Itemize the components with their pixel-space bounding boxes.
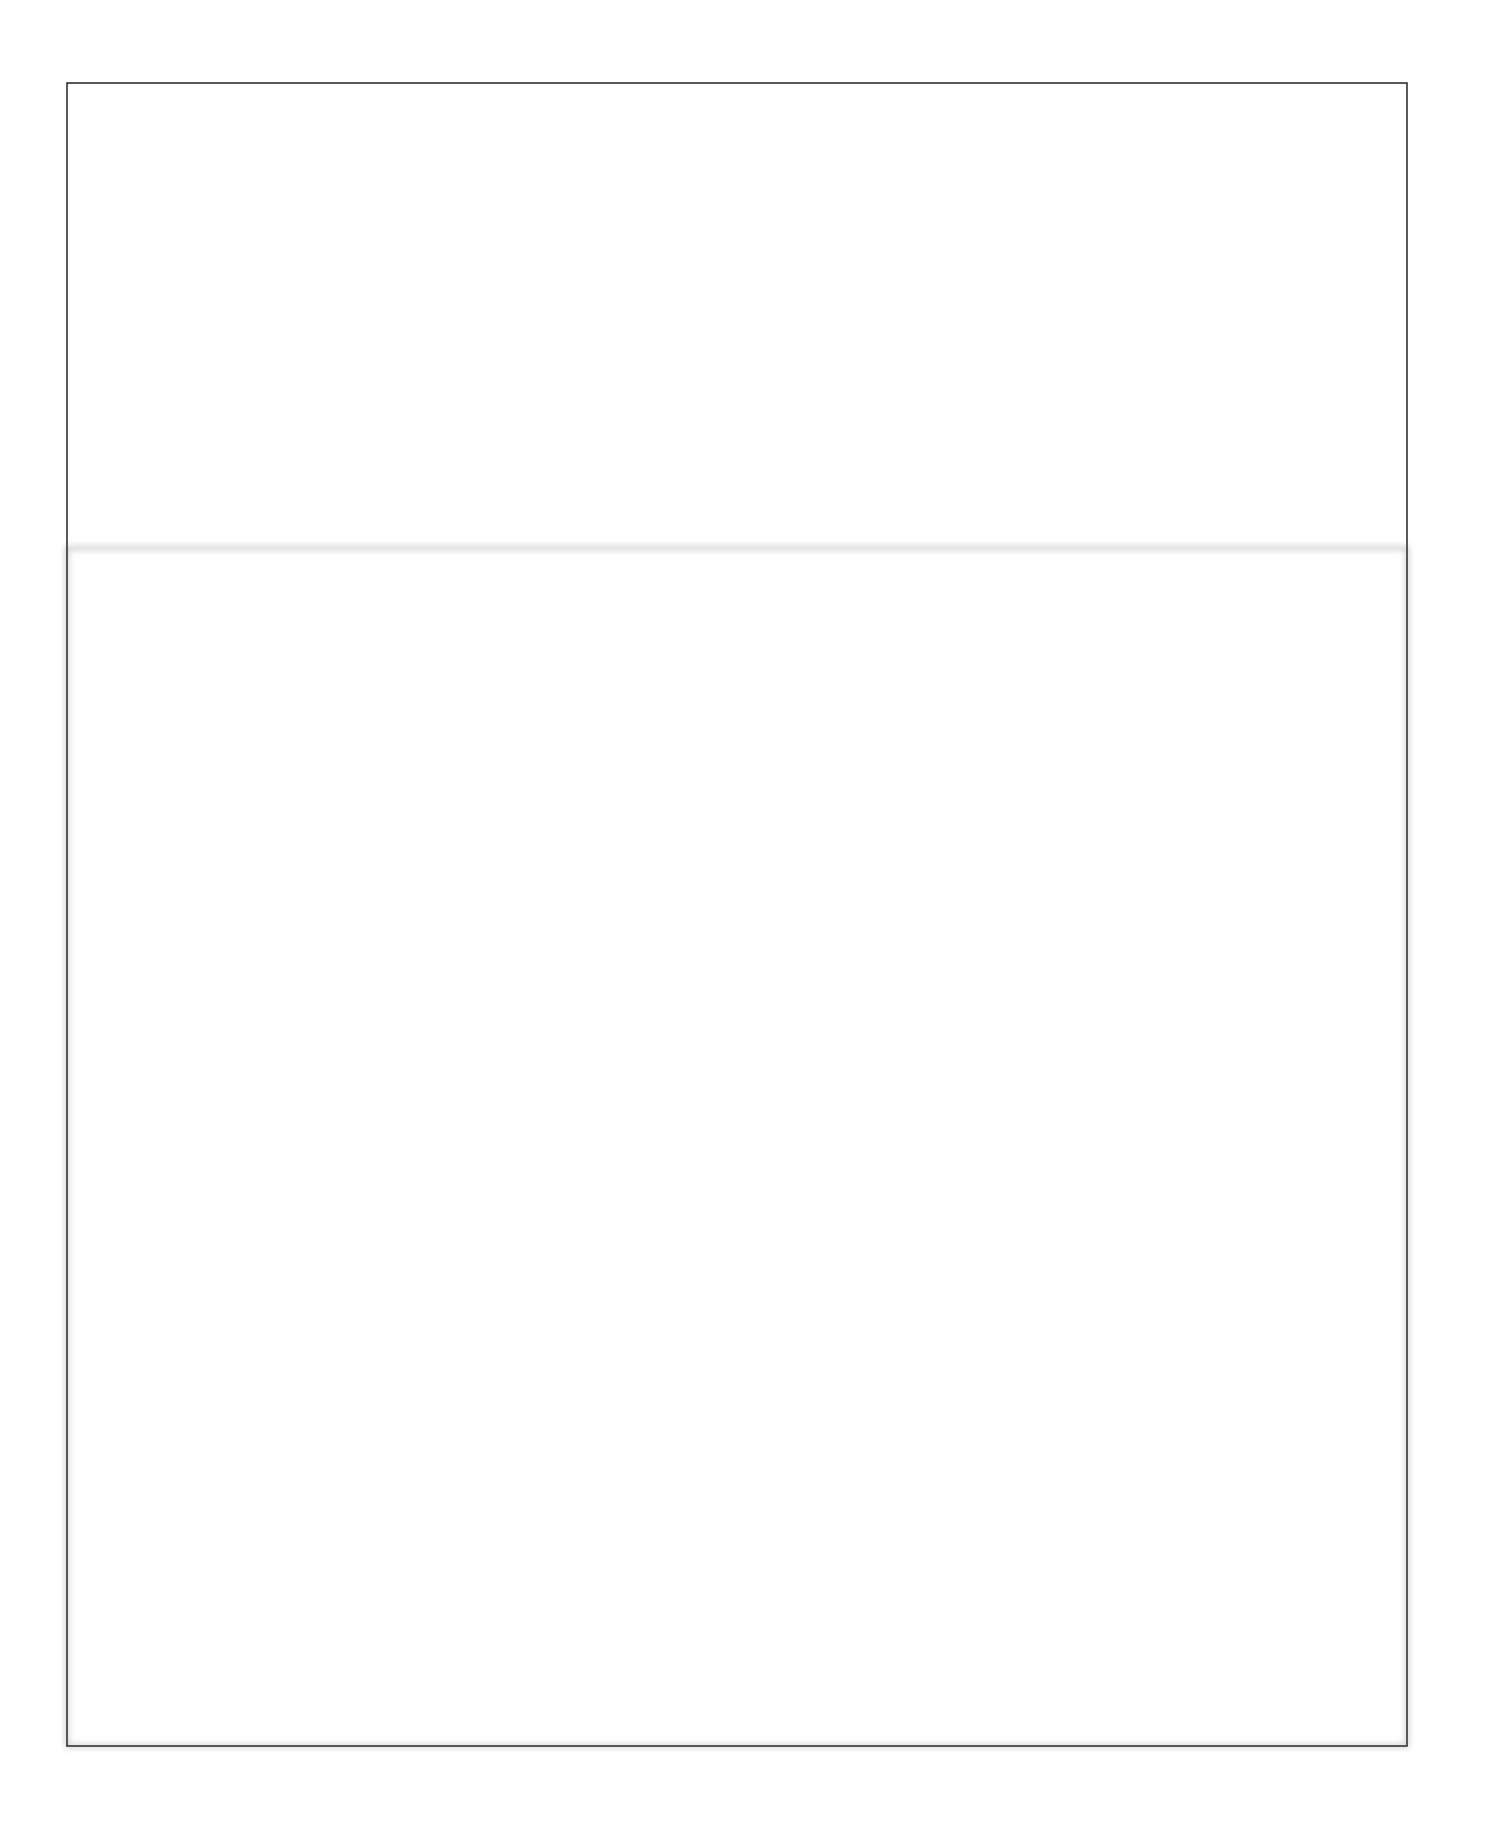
blurred-lower-section	[67, 548, 1407, 1746]
diagram-frame	[67, 83, 1407, 1746]
